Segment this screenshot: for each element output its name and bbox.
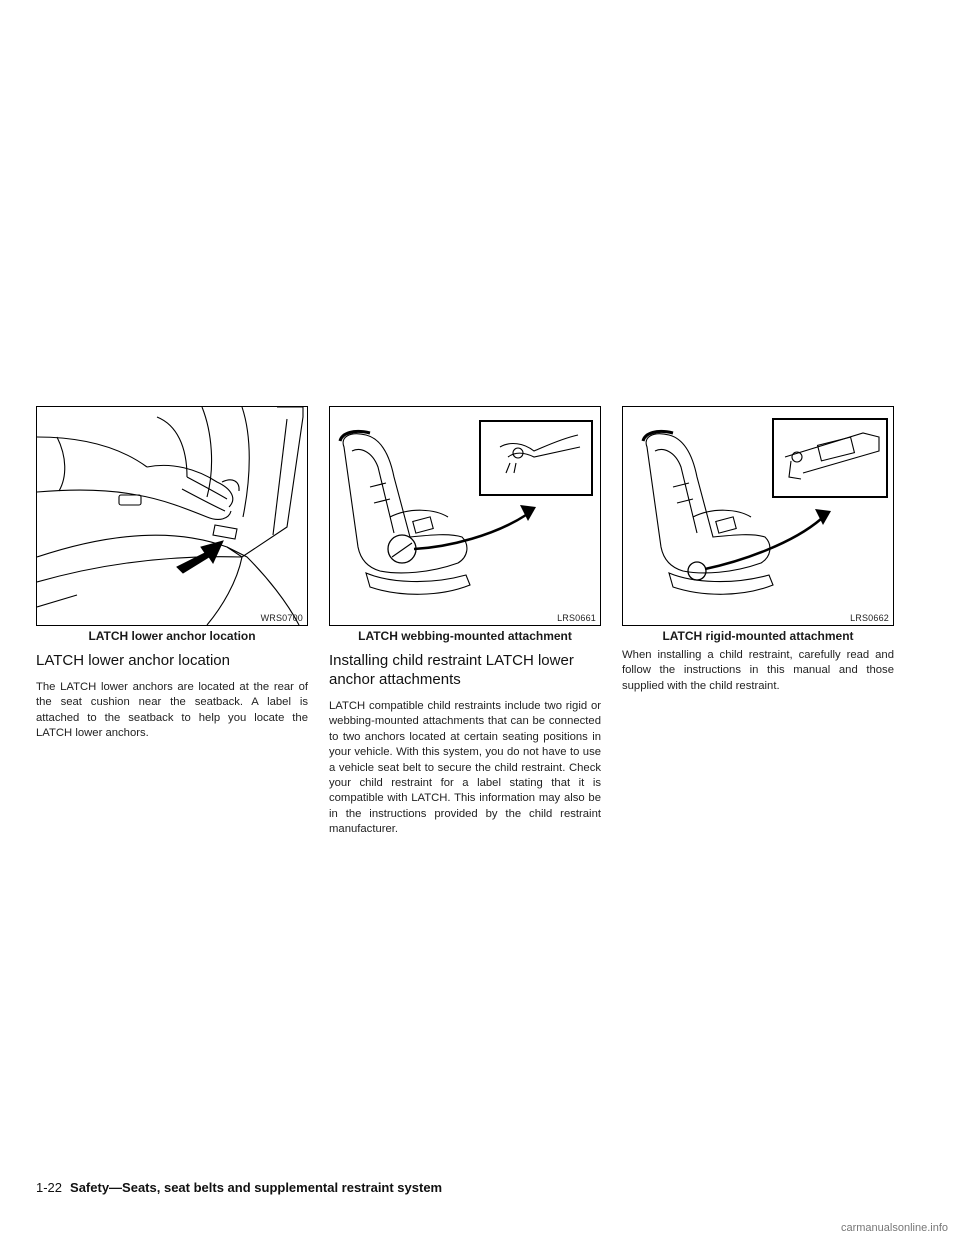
- section-heading: LATCH lower anchor location: [36, 652, 230, 669]
- section-heading: Installing child restraint LATCH lower anchor attachments: [329, 652, 574, 688]
- watermark: carmanualsonline.info: [840, 1222, 948, 1234]
- figure-webbing-attachment: [329, 406, 601, 626]
- figure-code: WRS0700: [260, 613, 303, 623]
- column-rigid-attachment: [622, 406, 894, 694]
- body-paragraph: The LATCH lower anchors are located at the rear of the seat cushion near the seatback. A label is attached to the seatback to help you locate the LATCH lower anchors.: [36, 681, 308, 740]
- figure-latch-lower-anchor: [36, 406, 308, 626]
- body-paragraph: When installing a child restraint, carefully read and follow the instructions in this manual and those supplied with the child restraint.: [622, 649, 894, 692]
- footer-section-title: Safety—Seats, seat belts and supplemental restraint system: [70, 1180, 443, 1195]
- figure-code: LRS0661: [557, 613, 596, 623]
- column-latch-lower-anchor: [36, 406, 308, 742]
- figure-caption: LATCH rigid-mounted attachment: [662, 629, 854, 643]
- figure-code: LRS0662: [850, 613, 889, 623]
- page-number: 1-22: [36, 1180, 63, 1195]
- child-seat-webbing-illustration: [330, 407, 600, 625]
- seat-anchor-illustration: [37, 407, 307, 625]
- body-paragraph: LATCH compatible child restraints include two rigid or webbing-mounted attachments that can be connected to two anchors located at certain seating positions in your vehicle. With this system, you do not have to use a vehicle seat belt to secure the child restraint. Check your child restraint for a label stating that it is compatible with LATCH. This information may also be in the instructions provided by the child restraint manufacturer.: [329, 700, 601, 836]
- column-webbing-attachment: [329, 406, 601, 838]
- child-seat-rigid-illustration: [623, 407, 893, 625]
- figure-caption: LATCH webbing-mounted attachment: [358, 629, 572, 643]
- figure-caption: LATCH lower anchor location: [88, 629, 256, 643]
- page-footer: [36, 1180, 442, 1196]
- figure-rigid-attachment: [622, 406, 894, 626]
